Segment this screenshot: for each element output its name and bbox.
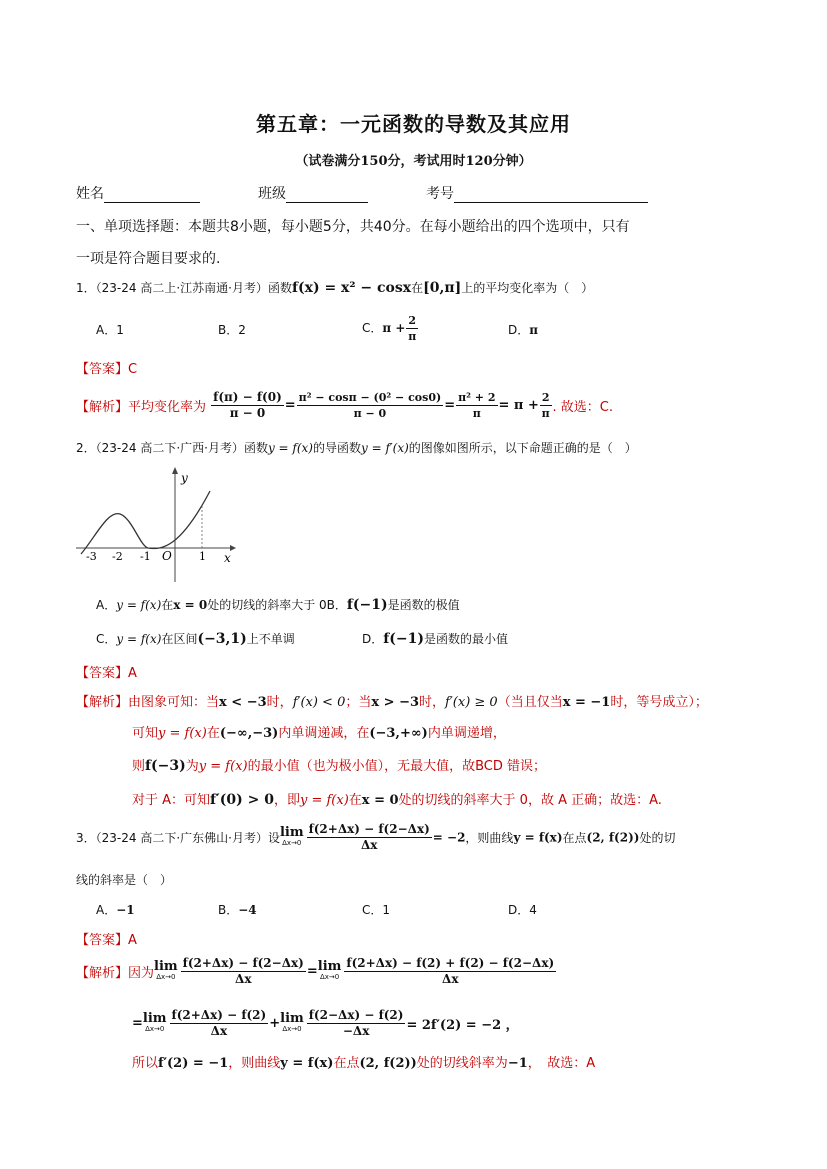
q1-ana-suffix: . 故选：C. bbox=[552, 400, 614, 415]
q2-option-d-f: f(−1) bbox=[383, 631, 424, 647]
math: (−∞,−3) bbox=[219, 726, 279, 741]
q1-ana-prefix: 平均变化率为 bbox=[128, 400, 207, 415]
plus-sign: + bbox=[269, 1016, 281, 1031]
math: x < −3 bbox=[219, 695, 267, 710]
q1-option-c bbox=[362, 313, 419, 344]
q1-ana-frac1 bbox=[211, 390, 284, 421]
q2-option-c-interval: (−3,1) bbox=[197, 631, 247, 647]
q2-option-c-post: 上不单调 bbox=[246, 632, 295, 646]
frac-num: π² + 2 bbox=[458, 391, 496, 404]
q1-answer bbox=[76, 358, 137, 377]
q2-option-d-post: 是函数的最小值 bbox=[424, 632, 509, 646]
frac-den: Δx bbox=[210, 1024, 228, 1038]
q1-ana-frac4 bbox=[540, 390, 552, 421]
q2-option-a-f: y = f(x) bbox=[116, 598, 162, 612]
q2-analysis-line3 bbox=[132, 755, 546, 774]
text: ，则曲线 bbox=[228, 1056, 281, 1071]
q3-analysis-line1 bbox=[76, 956, 557, 987]
text: ；当 bbox=[345, 695, 372, 710]
q1-mid: 在 bbox=[411, 281, 424, 295]
math: y = f(x) bbox=[299, 793, 349, 808]
q1-option-d bbox=[508, 321, 538, 338]
q2-option-a-x: x = 0 bbox=[173, 598, 208, 612]
text: 由图象可知：当 bbox=[128, 695, 220, 710]
page-title: 第五章：一元函数的导数及其应用 bbox=[256, 112, 571, 136]
q1-prefix: 1．（23-24 高二上·江苏南通·月考）函数 bbox=[76, 281, 292, 295]
q1-option-c-frac bbox=[406, 313, 418, 344]
lim-sub: Δx→0 bbox=[156, 972, 176, 981]
q2-f2: y = f′(x) bbox=[361, 441, 409, 455]
text: 时， bbox=[419, 695, 446, 710]
text: 在 bbox=[206, 726, 220, 741]
y-axis-label: y bbox=[181, 471, 188, 485]
q1-answer-value: C bbox=[128, 362, 138, 377]
text: 对于 A：可知 bbox=[132, 793, 211, 808]
q2-option-c-f: y = f(x) bbox=[116, 632, 162, 646]
q2-analysis-line2 bbox=[132, 722, 506, 741]
text: 可知 bbox=[132, 726, 159, 741]
q2-option-b-f: f(−1) bbox=[346, 597, 388, 613]
q2-answer-value: A bbox=[128, 666, 137, 681]
option-value: −4 bbox=[238, 903, 257, 917]
frac bbox=[181, 956, 306, 987]
name-label: 姓名 bbox=[76, 186, 104, 202]
text: 的最小值（也为极小值），无最大值，故BCD 错误； bbox=[247, 759, 546, 774]
q2-option-d bbox=[362, 630, 508, 647]
q1-suffix: 上的平均变化率为（ ） bbox=[461, 281, 594, 295]
q1-ana-frac3 bbox=[456, 390, 497, 421]
lim-word: lim bbox=[279, 824, 304, 840]
option-label: B． bbox=[218, 903, 239, 917]
origin-label: O bbox=[162, 549, 172, 563]
lim-sub: Δx→0 bbox=[145, 1024, 165, 1033]
id-blank bbox=[454, 188, 648, 203]
frac-num: 2 bbox=[408, 314, 417, 327]
lim-word: lim bbox=[317, 958, 342, 974]
q2-option-d-label: D． bbox=[362, 632, 384, 646]
q3-curve: y = f(x) bbox=[513, 830, 563, 845]
analysis-label: 【解析】 bbox=[76, 966, 129, 981]
frac-num: f(2+Δx) − f(2) bbox=[171, 1008, 267, 1022]
text: 则 bbox=[132, 759, 146, 774]
analysis-label: 【解析】 bbox=[76, 400, 129, 415]
q3-answer bbox=[76, 929, 137, 948]
lim bbox=[280, 1010, 304, 1035]
x-axis-label: x bbox=[224, 551, 231, 565]
text: 内单调递减，在 bbox=[278, 726, 370, 741]
math: y = f(x) bbox=[280, 1056, 334, 1071]
frac-den: π − 0 bbox=[353, 407, 387, 420]
frac bbox=[307, 1008, 406, 1039]
q1-analysis bbox=[76, 390, 613, 421]
text: 时， bbox=[266, 695, 293, 710]
q1-func: f(x) = x² − cosx bbox=[291, 280, 412, 296]
q1-option-a: A．1 bbox=[96, 323, 124, 337]
frac-den: π bbox=[472, 407, 481, 420]
q3-prefix: 3．（23-24 高二下·广东佛山·月考）设 bbox=[76, 831, 280, 845]
q3-frac bbox=[307, 822, 432, 853]
class-field bbox=[258, 183, 368, 203]
lim-sub: Δx→0 bbox=[319, 972, 340, 981]
q3-option-b bbox=[218, 901, 257, 918]
q1-ana-frac2 bbox=[297, 390, 444, 421]
id-label: 考号 bbox=[426, 186, 454, 202]
q3-answer-value: A bbox=[128, 933, 137, 948]
frac-num: f(2+Δx) − f(2) + f(2) − f(2−Δx) bbox=[346, 956, 555, 970]
q3-lim bbox=[279, 824, 304, 849]
lim-sub: Δx→0 bbox=[282, 838, 302, 847]
answer-label: 【答案】 bbox=[76, 933, 129, 948]
text: 处的切线的斜率大于 0，故 A 正确；故选：A. bbox=[398, 793, 662, 808]
q2-stem bbox=[76, 439, 637, 456]
q2-option-a-label: A． bbox=[96, 598, 117, 612]
q3-option-d: D．4 bbox=[508, 903, 537, 917]
frac-den: Δx bbox=[442, 972, 459, 986]
q3-option-c: C．1 bbox=[362, 903, 391, 917]
q3-option-a bbox=[96, 901, 135, 918]
q2-analysis-line1 bbox=[76, 691, 708, 710]
page-subtitle: （试卷满分150分，考试用时120分钟） bbox=[295, 154, 532, 169]
text: （当且仅当 bbox=[497, 695, 563, 710]
answer-label: 【答案】 bbox=[76, 362, 129, 377]
lim-word: lim bbox=[142, 1010, 167, 1026]
q2-prefix: 2．（23-24 高二下·广西·月考）函数 bbox=[76, 441, 268, 455]
text: 为 bbox=[185, 759, 199, 774]
derivative-curve bbox=[81, 491, 210, 554]
class-label: 班级 bbox=[258, 186, 286, 202]
text: 时，等号成立）； bbox=[610, 695, 708, 710]
q3-point: (2, f(2)) bbox=[586, 830, 640, 845]
frac-num: 2 bbox=[541, 391, 550, 404]
class-blank bbox=[286, 188, 368, 203]
q2-option-b-post: 是函数的极值 bbox=[387, 598, 460, 612]
section-heading-line2: 一项是符合题目要求的. bbox=[76, 251, 221, 267]
q3-eq: = −2 bbox=[432, 830, 466, 845]
tick-label-neg3: -3 bbox=[86, 550, 97, 563]
q2-mid: 的导函数 bbox=[313, 441, 362, 455]
lim-word: lim bbox=[154, 958, 178, 974]
q2-answer bbox=[76, 662, 137, 681]
eq-sign: = bbox=[284, 398, 296, 413]
name-blank bbox=[104, 188, 200, 203]
y-axis-arrow bbox=[172, 467, 178, 474]
frac-num: π² − cosπ − (0² − cos0) bbox=[298, 391, 442, 404]
q1-option-b: B．2 bbox=[218, 323, 246, 337]
eq-sign: = bbox=[132, 1016, 143, 1031]
q3-at: 在点 bbox=[562, 831, 587, 845]
math: f′(x) < 0 bbox=[292, 695, 346, 710]
option-value: −1 bbox=[116, 903, 135, 917]
math: f′(2) = −1 bbox=[158, 1056, 229, 1071]
q1-ana-f4-pre: = π + bbox=[498, 398, 539, 413]
math: x = −1 bbox=[562, 695, 611, 710]
frac bbox=[344, 956, 556, 987]
math: y = f(x) bbox=[198, 759, 248, 774]
frac bbox=[170, 1008, 269, 1039]
lim-sub: Δx→0 bbox=[282, 1024, 302, 1033]
q1-option-c-label: C． bbox=[362, 321, 383, 335]
q3-analysis-line2 bbox=[132, 1008, 519, 1039]
q2-analysis-line4 bbox=[132, 789, 662, 808]
q1-interval: [0,π] bbox=[423, 280, 462, 296]
frac-den: π bbox=[541, 407, 550, 420]
math: −1 bbox=[507, 1056, 528, 1071]
math: y = f(x) bbox=[158, 726, 207, 741]
text: 因为 bbox=[128, 966, 155, 981]
q3-suffix: 处的切 bbox=[639, 831, 676, 845]
math: x > −3 bbox=[371, 695, 420, 710]
math: x = 0 bbox=[361, 793, 399, 808]
q3-stem-line2: 线的斜率是（ ） bbox=[76, 873, 173, 887]
id-field bbox=[426, 183, 648, 203]
x-axis-arrow bbox=[230, 545, 236, 551]
frac-den: Δx bbox=[235, 972, 252, 986]
math: f′(x) ≥ 0 bbox=[445, 695, 498, 710]
tick-label-neg1: -1 bbox=[140, 550, 151, 563]
frac-den: π − 0 bbox=[229, 406, 266, 420]
q2-option-c-label: C． bbox=[96, 632, 117, 646]
q2-option-a-mid: 在 bbox=[161, 598, 174, 612]
math: f(−3) bbox=[145, 758, 186, 774]
lim-word: lim bbox=[280, 1010, 304, 1026]
text: 所以 bbox=[132, 1056, 159, 1071]
q2-derivative-graph bbox=[74, 464, 236, 586]
eq-sign: = bbox=[306, 964, 318, 979]
analysis-label: 【解析】 bbox=[76, 695, 129, 710]
section-heading-line1: 一、单项选择题：本题共8小题，每小题5分，共40分。在每小题给出的四个选项中，只有 bbox=[76, 219, 630, 235]
tick-label-1: 1 bbox=[199, 550, 206, 563]
q2-option-a-b bbox=[96, 596, 460, 613]
q3-analysis-line3 bbox=[132, 1052, 595, 1071]
option-label: A． bbox=[96, 903, 117, 917]
tick-label-neg2: -2 bbox=[112, 550, 123, 563]
q2-option-c bbox=[96, 630, 295, 647]
q3-mid: ，则曲线 bbox=[465, 831, 514, 845]
q1-option-c-expr: π + bbox=[382, 321, 406, 335]
q1-option-d-label: D． bbox=[508, 323, 530, 337]
frac-num: f(π) − f(0) bbox=[213, 390, 282, 404]
frac-num: f(2−Δx) − f(2) bbox=[308, 1008, 404, 1022]
lim bbox=[154, 958, 178, 983]
text: 内单调递增， bbox=[427, 726, 506, 741]
math: = 2f′(2) = −2 ， bbox=[406, 1018, 519, 1033]
q1-stem bbox=[76, 278, 593, 298]
frac-den: π bbox=[408, 330, 417, 343]
q3-stem bbox=[76, 822, 675, 853]
answer-label: 【答案】 bbox=[76, 666, 129, 681]
text: ，即 bbox=[273, 793, 300, 808]
text: 在点 bbox=[333, 1056, 360, 1071]
q2-option-a-post: 处的切线的斜率大于 0B． bbox=[207, 598, 347, 612]
text: ， 故选：A bbox=[527, 1056, 596, 1071]
frac-num: f(2+Δx) − f(2−Δx) bbox=[308, 822, 430, 836]
lim bbox=[142, 1010, 167, 1035]
q2-suffix: 的图像如图所示，以下命题正确的是（ ） bbox=[408, 441, 637, 455]
name-field bbox=[76, 183, 200, 203]
text: 在 bbox=[348, 793, 362, 808]
eq-sign: = bbox=[444, 398, 456, 413]
math: (2, f(2)) bbox=[359, 1056, 417, 1071]
text: 处的切线斜率为 bbox=[416, 1056, 508, 1071]
frac-num: f(2+Δx) − f(2−Δx) bbox=[182, 956, 304, 970]
math: (−3,+∞) bbox=[369, 726, 428, 741]
q2-f1: y = f(x) bbox=[267, 441, 313, 455]
q1-option-d-expr: π bbox=[529, 323, 539, 337]
lim bbox=[317, 958, 342, 983]
frac-den: Δx bbox=[360, 838, 378, 852]
math: f′(0) > 0 bbox=[210, 792, 274, 808]
frac-den: −Δx bbox=[342, 1024, 370, 1038]
q2-option-c-mid: 在区间 bbox=[161, 632, 198, 646]
